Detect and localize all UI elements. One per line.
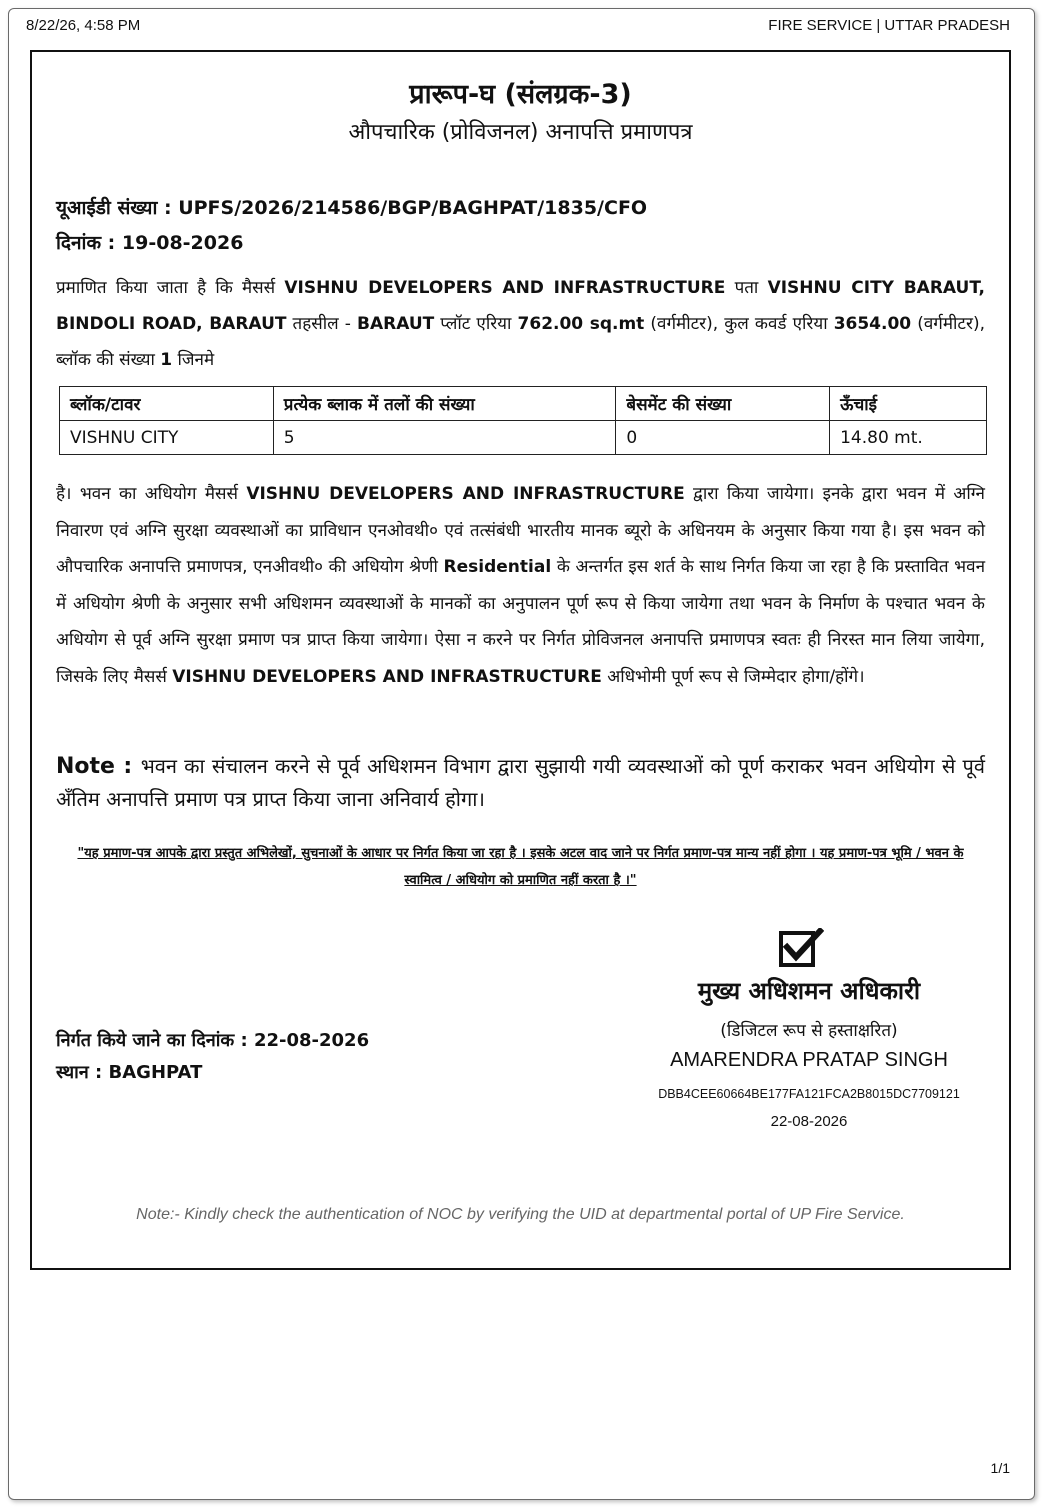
print-datetime: 8/22/26, 4:58 PM: [26, 17, 141, 34]
header-height: ऊँचाई: [830, 387, 987, 421]
certificate-subtitle: औपचारिक (प्रोविजनल) अनापत्ति प्रमाणपत्र: [348, 120, 693, 145]
digital-signature-label: (डिजिटल रूप से हस्ताक्षरित): [720, 1021, 898, 1041]
para1-text: प्लॉट एरिया: [434, 314, 518, 334]
note-paragraph: [56, 750, 985, 815]
para1-text: तहसील -: [286, 314, 357, 334]
check-box-icon: [778, 928, 824, 968]
para2-text: के अन्तर्गत इस शर्त के साथ निर्गत किया जा रहा है कि प्रस्तावित भवन में अधियोग श्रेणी के अनुसार सभी अधिशमन व्यवस्थाओं के मानकों का अनुपालन पूर्ण रूप से किया जायेगा तथा भवन के निर्माण के पश्चात भवन के अधियोग से पूर्व अग्नि सुरक्षा प्रमाण पत्र प्राप्त किया जायेगा। ऐसा न करने पर निर्गत प्रोविजनल अनापत्ति प्रमाणपत्र स्वतः ही निरस्त मान लिया जायेगा, जिसके लिए मैसर्स: [56, 557, 986, 687]
company-name: VISHNU DEVELOPERS AND INFRASTRUCTURE: [284, 278, 726, 298]
plot-area: 762.00 sq.mt: [517, 314, 645, 334]
issue-date-value: 22-08-2026: [253, 1030, 370, 1051]
certification-paragraph: [56, 270, 985, 378]
note-label: Note :: [56, 754, 141, 779]
block-count: 1: [160, 350, 173, 370]
para1-text: प्रमाणित किया जाता है कि मैसर्स: [56, 278, 285, 298]
cell-floors: 5: [273, 421, 616, 455]
para1-text: (वर्गमीटर), कुल कवर्ड एरिया: [644, 314, 834, 334]
issue-date-label: निर्गत किये जाने का दिनांक :: [56, 1030, 254, 1051]
para1-text: पता: [725, 278, 768, 298]
signature-date: 22-08-2026: [770, 1113, 848, 1130]
date-label: दिनांक :: [56, 232, 122, 254]
para2-text: द्वारा किया जायेगा। इनके द्वारा भवन में अग्नि निवारण एवं अग्नि सुरक्षा व्यवस्थाओं का प्राविधान एनओवथी० एवं तत्संबंधी भारतीय मानक ब्यूरो के अधिनयम के अनुसार किया गया है। इस भवन को औपचारिक अनापत्ति प्रमाणपत्र, एनअीवथी० की अधियोग श्रेणी: [56, 484, 985, 577]
authentication-note: Note:- Kindly check the authentication of NOC by verifying the UID at departmental portal of UP Fire Service.: [136, 1206, 905, 1223]
uid-line: [56, 194, 647, 220]
uid-label: यूआईडी संख्या :: [56, 197, 179, 219]
uid-value: UPFS/2026/214586/BGP/BAGHPAT/1835/CFO: [178, 197, 648, 219]
note-text: भवन का संचालन करने से पूर्व अधिशमन विभाग द्वारा सुझायी गयी व्यवस्थाओं को पूर्ण कराकर भवन अधियोग से पूर्व अँतिम अनापत्ति प्रमाण पत्र प्राप्त किया जाना अनिवार्य होगा।: [56, 754, 985, 811]
cell-block-tower: VISHNU CITY: [60, 421, 274, 455]
date-line: [56, 229, 243, 255]
issue-date-line: [56, 1028, 369, 1052]
date-value: 19-08-2026: [121, 232, 244, 254]
header-floors: प्रत्येक ब्लाक में तलों की संख्या: [273, 387, 616, 421]
tehsil: BARAUT: [356, 314, 435, 334]
header-basements: बेसमेंट की संख्या: [616, 387, 830, 421]
place-line: [56, 1060, 202, 1084]
certificate-title: प्रारूप-घ (संलग्रक-3): [409, 79, 632, 110]
company-name: VISHNU DEVELOPERS AND INFRASTRUCTURE: [172, 666, 602, 687]
occupancy-category: Residential: [443, 557, 552, 577]
table-row: [60, 421, 987, 455]
disclaimer: "यह प्रमाण-पत्र आपके द्वारा प्रस्तुत अभिलेखों, सुचनाओं के आधार पर निर्गत किया जा रहा है । इसके अटल वाद जाने पर निर्गत प्रमाण-पत्र मान्य नहीं होगा । यह प्रमाण-पत्र भूमि / भवन के स्वामित्व / अधियोग को प्रमाणित नहीं करता है ।": [77, 846, 964, 888]
covered-area: 3654.00: [833, 314, 912, 334]
address: VISHNU CITY BARAUT, BINDOLI ROAD, BARAUT: [56, 278, 985, 334]
blocks-table: [59, 386, 987, 455]
page-number: 1/1: [990, 1460, 1010, 1476]
certificate-box: [30, 50, 1011, 1270]
signatory-title: मुख्य अधिशमन अधिकारी: [697, 977, 921, 1005]
conditions-paragraph: [56, 476, 985, 695]
place-label: स्थान :: [56, 1062, 109, 1083]
signature-hash: DBB4CEE60664BE177FA121FCA2B8015DC7709121: [658, 1087, 960, 1101]
cell-height: 14.80 mt.: [830, 421, 987, 455]
para1-text: जिनमे: [172, 350, 215, 370]
header-block-tower: ब्लॉक/टावर: [60, 387, 274, 421]
company-name: VISHNU DEVELOPERS AND INFRASTRUCTURE: [246, 484, 685, 504]
signatory-name: AMARENDRA PRATAP SINGH: [670, 1049, 948, 1071]
para2-text: है। भवन का अधियोग मैसर्स: [56, 484, 247, 504]
para1-text: (वर्गमीटर), ब्लॉक की संख्या: [56, 314, 985, 370]
cell-basements: 0: [616, 421, 830, 455]
place-value: BAGHPAT: [108, 1062, 203, 1083]
para2-text: अधिभोमी पूर्ण रूप से जिम्मेदार होगा/होंगे।: [601, 666, 865, 687]
print-site-title: FIRE SERVICE | UTTAR PRADESH: [768, 17, 1010, 34]
table-header-row: [60, 387, 987, 421]
